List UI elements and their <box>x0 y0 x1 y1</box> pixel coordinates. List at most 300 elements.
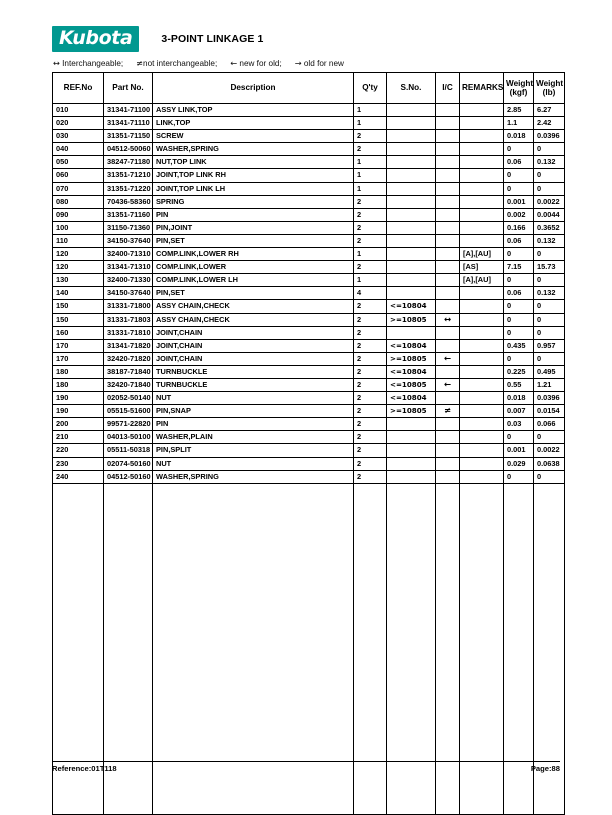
cell-part-no: 02074-50160 <box>104 457 153 470</box>
cell-part-no: 34150-37640 <box>104 234 153 247</box>
cell-remarks <box>460 405 504 418</box>
cell-weight-kgf: 0 <box>504 470 534 483</box>
cell-serial-no <box>387 274 436 287</box>
weight-lb-line1: Weight <box>536 78 564 88</box>
table-row <box>53 326 565 339</box>
cell-part-no: 31341-71310 <box>104 261 153 274</box>
footer-divider <box>52 761 560 762</box>
interchangeable-icon: ↔ <box>53 58 60 68</box>
table-row <box>53 405 565 418</box>
column-header-ref-no: REF.No <box>53 73 104 104</box>
cell-remarks <box>460 234 504 247</box>
cell-weight-kgf: 0 <box>504 431 534 444</box>
cell-part-no: 32420-71820 <box>104 352 153 365</box>
cell-qty: 1 <box>354 248 387 261</box>
cell-weight-kgf: 0.55 <box>504 378 534 391</box>
cell-ref-no: 180 <box>53 378 104 391</box>
cell-qty: 2 <box>354 378 387 391</box>
cell-qty: 2 <box>354 313 387 326</box>
cell-serial-no <box>387 444 436 457</box>
table-row <box>53 143 565 156</box>
legend-label: old for new <box>303 59 344 68</box>
cell-serial-no <box>387 208 436 221</box>
cell-weight-kgf: 0.03 <box>504 418 534 431</box>
table-row <box>53 313 565 326</box>
cell-serial-no: >=10805 <box>387 313 436 326</box>
old-for-new-icon: → <box>294 58 302 68</box>
not-interchangeable-icon: ≠ <box>136 58 144 68</box>
cell-weight-lb: 0 <box>534 182 565 195</box>
cell-description: JOINT,TOP LINK LH <box>153 182 354 195</box>
cell-ref-no: 190 <box>53 405 104 418</box>
cell-remarks <box>460 352 504 365</box>
cell-serial-no: <=10804 <box>387 365 436 378</box>
table-row <box>53 431 565 444</box>
cell-ref-no: 120 <box>53 261 104 274</box>
cell-description: JOINT,TOP LINK RH <box>153 169 354 182</box>
cell-remarks <box>460 444 504 457</box>
cell-description: LINK,TOP <box>153 117 354 130</box>
cell-part-no: 34150-37640 <box>104 287 153 300</box>
legend-label: new for old; <box>239 59 282 68</box>
cell-ref-no: 120 <box>53 248 104 261</box>
cell-serial-no <box>387 457 436 470</box>
cell-weight-kgf: 0 <box>504 352 534 365</box>
cell-description: TURNBUCKLE <box>153 378 354 391</box>
cell-serial-no <box>387 431 436 444</box>
cell-description: COMP.LINK,LOWER RH <box>153 248 354 261</box>
table-row <box>53 261 565 274</box>
cell-serial-no: <=10804 <box>387 392 436 405</box>
cell-remarks <box>460 143 504 156</box>
cell-ref-no: 210 <box>53 431 104 444</box>
cell-remarks <box>460 117 504 130</box>
cell-weight-lb: 0 <box>534 248 565 261</box>
cell-weight-kgf: 0.007 <box>504 405 534 418</box>
cell-part-no: 31341-71820 <box>104 339 153 352</box>
cell-part-no: 31351-71160 <box>104 208 153 221</box>
table-row <box>53 418 565 431</box>
cell-ic <box>436 300 460 313</box>
cell-description: PIN <box>153 418 354 431</box>
cell-ic <box>436 339 460 352</box>
cell-remarks <box>460 300 504 313</box>
cell-weight-lb: 0 <box>534 300 565 313</box>
cell-description: COMP.LINK,LOWER LH <box>153 274 354 287</box>
cell-serial-no <box>387 234 436 247</box>
cell-ref-no: 170 <box>53 339 104 352</box>
cell-part-no: 32420-71840 <box>104 378 153 391</box>
cell-remarks <box>460 130 504 143</box>
cell-part-no: 31341-71100 <box>104 104 153 117</box>
cell-qty: 2 <box>354 405 387 418</box>
cell-serial-no: <=10805 <box>387 378 436 391</box>
cell-ic <box>436 130 460 143</box>
cell-ic <box>436 208 460 221</box>
legend-item-interchangeable <box>53 59 123 68</box>
cell-remarks <box>460 457 504 470</box>
column-header-weight-kgf <box>504 73 534 104</box>
cell-serial-no <box>387 169 436 182</box>
table-row <box>53 104 565 117</box>
column-header-remarks: REMARKS <box>460 73 504 104</box>
cell-ic <box>436 418 460 431</box>
cell-weight-kgf: 0.002 <box>504 208 534 221</box>
cell-description: SCREW <box>153 130 354 143</box>
cell-remarks <box>460 182 504 195</box>
cell-serial-no: <=10804 <box>387 300 436 313</box>
cell-weight-lb: 0.0396 <box>534 130 565 143</box>
cell-weight-kgf: 0 <box>504 143 534 156</box>
cell-weight-kgf: 0.06 <box>504 156 534 169</box>
cell-part-no: 04013-50100 <box>104 431 153 444</box>
weight-lb-line2: (lb) <box>542 88 556 97</box>
cell-qty: 1 <box>354 182 387 195</box>
cell-ref-no: 110 <box>53 234 104 247</box>
cell-remarks <box>460 339 504 352</box>
cell-description: WASHER,PLAIN <box>153 431 354 444</box>
cell-weight-kgf: 0 <box>504 182 534 195</box>
cell-remarks <box>460 287 504 300</box>
legend-item-new-for-old <box>230 59 281 68</box>
parts-table <box>52 72 565 815</box>
cell-ic <box>436 182 460 195</box>
cell-ref-no: 150 <box>53 300 104 313</box>
cell-serial-no <box>387 221 436 234</box>
cell-ic <box>436 470 460 483</box>
cell-remarks <box>460 392 504 405</box>
weight-kgf-line2: (kgf) <box>509 88 528 97</box>
page-title: 3-POINT LINKAGE 1 <box>161 33 264 45</box>
cell-part-no: 38247-71180 <box>104 156 153 169</box>
cell-ref-no: 130 <box>53 274 104 287</box>
cell-weight-lb: 0.0022 <box>534 444 565 457</box>
cell-weight-lb: 0 <box>534 470 565 483</box>
legend-label: Interchangeable; <box>62 59 124 68</box>
cell-description: SPRING <box>153 195 354 208</box>
cell-ic <box>436 261 460 274</box>
cell-serial-no <box>387 156 436 169</box>
cell-part-no: 31351-71220 <box>104 182 153 195</box>
cell-part-no: 70436-58360 <box>104 195 153 208</box>
cell-weight-lb: 0 <box>534 274 565 287</box>
cell-qty: 2 <box>354 431 387 444</box>
cell-serial-no <box>387 182 436 195</box>
cell-description: JOINT,CHAIN <box>153 339 354 352</box>
table-row <box>53 378 565 391</box>
cell-serial-no <box>387 143 436 156</box>
table-row <box>53 339 565 352</box>
cell-weight-lb: 0.132 <box>534 234 565 247</box>
cell-ic: ← <box>436 352 460 365</box>
cell-description: ASSY LINK,TOP <box>153 104 354 117</box>
cell-remarks <box>460 313 504 326</box>
cell-remarks <box>460 431 504 444</box>
cell-qty: 1 <box>354 169 387 182</box>
cell-part-no: 31331-71803 <box>104 313 153 326</box>
cell-weight-lb: 1.21 <box>534 378 565 391</box>
cell-part-no: 31331-71800 <box>104 300 153 313</box>
cell-weight-lb: 0.0638 <box>534 457 565 470</box>
cell-ic <box>436 444 460 457</box>
cell-ic <box>436 326 460 339</box>
cell-qty: 2 <box>354 418 387 431</box>
table-row <box>53 169 565 182</box>
cell-qty: 1 <box>354 274 387 287</box>
cell-qty: 2 <box>354 221 387 234</box>
page-header <box>52 22 560 56</box>
cell-weight-lb: 0.0044 <box>534 208 565 221</box>
table-row <box>53 195 565 208</box>
cell-description: NUT,TOP LINK <box>153 156 354 169</box>
cell-qty: 2 <box>354 234 387 247</box>
cell-qty: 2 <box>354 365 387 378</box>
cell-weight-lb: 0.0022 <box>534 195 565 208</box>
cell-remarks <box>460 221 504 234</box>
cell-qty: 2 <box>354 352 387 365</box>
cell-serial-no <box>387 418 436 431</box>
interchangeability-legend <box>53 58 357 68</box>
cell-weight-kgf: 0.166 <box>504 221 534 234</box>
cell-ref-no: 030 <box>53 130 104 143</box>
cell-part-no: 05511-50318 <box>104 444 153 457</box>
cell-weight-lb: 0.132 <box>534 156 565 169</box>
cell-serial-no <box>387 261 436 274</box>
cell-ref-no: 070 <box>53 182 104 195</box>
cell-weight-kgf: 0.435 <box>504 339 534 352</box>
page-number-label: Page:88 <box>530 764 560 773</box>
cell-ic <box>436 431 460 444</box>
cell-qty: 2 <box>354 326 387 339</box>
cell-remarks <box>460 169 504 182</box>
cell-description: NUT <box>153 392 354 405</box>
table-row <box>53 234 565 247</box>
cell-remarks: [AS] <box>460 261 504 274</box>
cell-remarks <box>460 470 504 483</box>
cell-serial-no <box>387 248 436 261</box>
cell-weight-lb: 0.957 <box>534 339 565 352</box>
cell-part-no: 99571-22820 <box>104 418 153 431</box>
cell-qty: 2 <box>354 261 387 274</box>
cell-description: PIN,SPLIT <box>153 444 354 457</box>
cell-weight-kgf: 0.001 <box>504 444 534 457</box>
column-header-description: Description <box>153 73 354 104</box>
cell-weight-lb: 0 <box>534 431 565 444</box>
table-row <box>53 300 565 313</box>
cell-part-no: 32400-71330 <box>104 274 153 287</box>
cell-weight-kgf: 0 <box>504 169 534 182</box>
cell-remarks <box>460 378 504 391</box>
cell-part-no: 04512-50160 <box>104 470 153 483</box>
cell-ref-no: 160 <box>53 326 104 339</box>
cell-qty: 2 <box>354 300 387 313</box>
new-for-old-icon: ← <box>230 58 238 68</box>
cell-ref-no: 180 <box>53 365 104 378</box>
table-row <box>53 444 565 457</box>
table-row <box>53 392 565 405</box>
cell-ic: ↔ <box>436 313 460 326</box>
cell-qty: 1 <box>354 117 387 130</box>
cell-weight-lb: 0 <box>534 143 565 156</box>
cell-ref-no: 150 <box>53 313 104 326</box>
cell-qty: 1 <box>354 156 387 169</box>
table-row <box>53 365 565 378</box>
cell-ic: ← <box>436 378 460 391</box>
parts-table-body <box>53 104 565 815</box>
cell-weight-lb: 0.066 <box>534 418 565 431</box>
cell-qty: 2 <box>354 339 387 352</box>
cell-serial-no <box>387 117 436 130</box>
cell-ref-no: 040 <box>53 143 104 156</box>
cell-description: PIN,SET <box>153 287 354 300</box>
cell-weight-lb: 0.3652 <box>534 221 565 234</box>
cell-weight-kgf: 0.001 <box>504 195 534 208</box>
table-row <box>53 182 565 195</box>
cell-qty: 2 <box>354 392 387 405</box>
legend-item-old-for-new <box>295 59 344 68</box>
cell-ic <box>436 392 460 405</box>
table-row <box>53 117 565 130</box>
cell-weight-lb: 2.42 <box>534 117 565 130</box>
cell-serial-no: >=10805 <box>387 352 436 365</box>
cell-description: TURNBUCKLE <box>153 365 354 378</box>
cell-part-no: 05515-51600 <box>104 405 153 418</box>
cell-weight-kgf: 0 <box>504 313 534 326</box>
cell-weight-kgf: 0 <box>504 274 534 287</box>
weight-kgf-line1: Weight <box>506 78 534 88</box>
cell-ic <box>436 195 460 208</box>
cell-weight-lb: 0 <box>534 326 565 339</box>
reference-label: Reference:01T118 <box>52 764 117 773</box>
cell-ic <box>436 274 460 287</box>
cell-ic <box>436 457 460 470</box>
table-row <box>53 352 565 365</box>
cell-part-no: 32400-71310 <box>104 248 153 261</box>
cell-qty: 2 <box>354 208 387 221</box>
cell-remarks <box>460 418 504 431</box>
cell-weight-lb: 0.495 <box>534 365 565 378</box>
cell-weight-lb: 0 <box>534 169 565 182</box>
cell-description: WASHER,SPRING <box>153 143 354 156</box>
cell-description: PIN,SNAP <box>153 405 354 418</box>
column-header-weight-lb <box>534 73 565 104</box>
cell-description: PIN <box>153 208 354 221</box>
cell-weight-lb: 15.73 <box>534 261 565 274</box>
cell-remarks <box>460 326 504 339</box>
cell-qty: 2 <box>354 130 387 143</box>
cell-ref-no: 200 <box>53 418 104 431</box>
column-header-serial-no: S.No. <box>387 73 436 104</box>
table-row <box>53 208 565 221</box>
table-row <box>53 221 565 234</box>
cell-remarks <box>460 104 504 117</box>
cell-ref-no: 010 <box>53 104 104 117</box>
cell-ref-no: 090 <box>53 208 104 221</box>
cell-ref-no: 060 <box>53 169 104 182</box>
cell-ic <box>436 169 460 182</box>
table-row <box>53 130 565 143</box>
cell-ic <box>436 365 460 378</box>
cell-ic <box>436 156 460 169</box>
cell-description: NUT <box>153 457 354 470</box>
cell-part-no: 38187-71840 <box>104 365 153 378</box>
cell-qty: 2 <box>354 457 387 470</box>
cell-weight-kgf: 0.018 <box>504 392 534 405</box>
cell-weight-kgf: 0 <box>504 248 534 261</box>
cell-description: WASHER,SPRING <box>153 470 354 483</box>
cell-weight-kgf: 0.06 <box>504 234 534 247</box>
cell-weight-kgf: 1.1 <box>504 117 534 130</box>
cell-description: JOINT,CHAIN <box>153 352 354 365</box>
cell-weight-kgf: 2.85 <box>504 104 534 117</box>
cell-part-no: 31351-71150 <box>104 130 153 143</box>
cell-qty: 2 <box>354 470 387 483</box>
cell-weight-kgf: 0.018 <box>504 130 534 143</box>
cell-qty: 2 <box>354 444 387 457</box>
cell-serial-no <box>387 104 436 117</box>
cell-ref-no: 020 <box>53 117 104 130</box>
cell-ic <box>436 248 460 261</box>
cell-weight-kgf: 0.06 <box>504 287 534 300</box>
cell-ref-no: 240 <box>53 470 104 483</box>
column-header-qty: Q'ty <box>354 73 387 104</box>
cell-ref-no: 080 <box>53 195 104 208</box>
cell-ic <box>436 287 460 300</box>
cell-serial-no <box>387 195 436 208</box>
kubota-logo: Kubota <box>52 26 139 52</box>
table-row <box>53 274 565 287</box>
table-row <box>53 248 565 261</box>
table-header-row <box>53 73 565 104</box>
cell-serial-no <box>387 130 436 143</box>
cell-weight-kgf: 0 <box>504 326 534 339</box>
cell-serial-no <box>387 470 436 483</box>
cell-ref-no: 100 <box>53 221 104 234</box>
cell-description: PIN,SET <box>153 234 354 247</box>
table-row <box>53 457 565 470</box>
cell-weight-kgf: 7.15 <box>504 261 534 274</box>
cell-qty: 2 <box>354 143 387 156</box>
cell-weight-lb: 0 <box>534 352 565 365</box>
cell-serial-no: >=10805 <box>387 405 436 418</box>
cell-ic: ≠ <box>436 405 460 418</box>
cell-remarks <box>460 156 504 169</box>
cell-qty: 4 <box>354 287 387 300</box>
cell-description: COMP.LINK,LOWER <box>153 261 354 274</box>
cell-qty: 2 <box>354 195 387 208</box>
cell-weight-kgf: 0.225 <box>504 365 534 378</box>
cell-remarks <box>460 365 504 378</box>
cell-description: ASSY CHAIN,CHECK <box>153 300 354 313</box>
page-footer <box>52 764 560 773</box>
cell-qty: 1 <box>354 104 387 117</box>
cell-description: ASSY CHAIN,CHECK <box>153 313 354 326</box>
cell-part-no: 31341-71110 <box>104 117 153 130</box>
cell-part-no: 04512-50060 <box>104 143 153 156</box>
cell-weight-lb: 0 <box>534 313 565 326</box>
cell-part-no: 31351-71210 <box>104 169 153 182</box>
table-row <box>53 470 565 483</box>
cell-description: PIN,JOINT <box>153 221 354 234</box>
legend-label: not interchangeable; <box>143 59 218 68</box>
cell-ref-no: 230 <box>53 457 104 470</box>
column-header-ic: I/C <box>436 73 460 104</box>
cell-serial-no <box>387 326 436 339</box>
cell-ic <box>436 104 460 117</box>
cell-remarks <box>460 208 504 221</box>
cell-ic <box>436 221 460 234</box>
cell-ref-no: 140 <box>53 287 104 300</box>
